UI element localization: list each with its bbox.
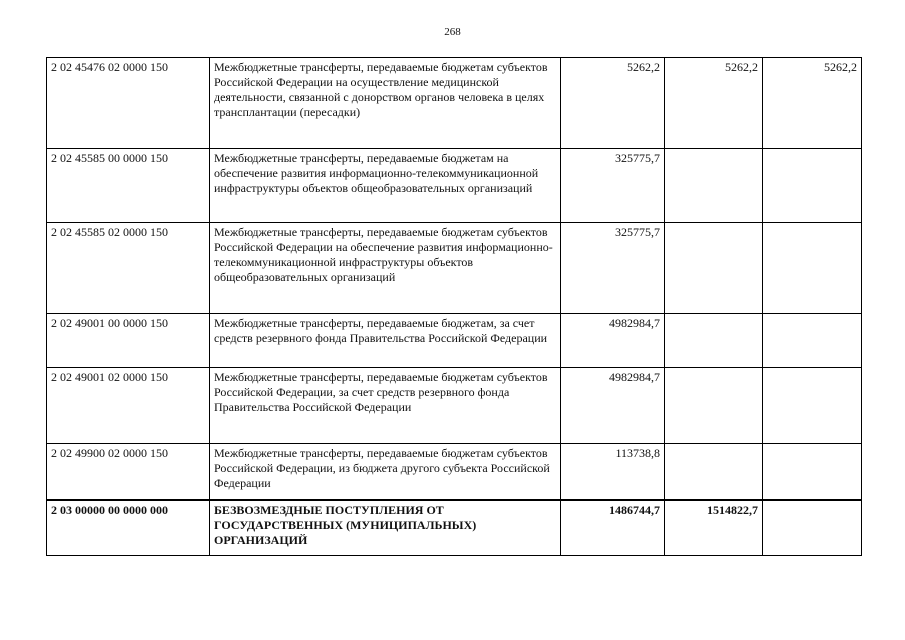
row-description: Межбюджетные трансферты, передаваемые бюджетам, за счет средств резервного фонда Правительства Российской Федерации — [210, 314, 561, 368]
value-col-1: 4982984,7 — [561, 368, 665, 444]
budget-code: 2 02 45476 02 0000 150 — [47, 58, 210, 149]
value-col-1: 4982984,7 — [561, 314, 665, 368]
value-col-1: 1486744,7 — [561, 500, 665, 556]
value-col-2: 5262,2 — [665, 58, 763, 149]
value-col-3 — [763, 368, 862, 444]
table-row — [47, 314, 862, 368]
value-col-3 — [763, 500, 862, 556]
value-col-2 — [665, 314, 763, 368]
table-row — [47, 223, 862, 314]
table-row-total — [47, 500, 862, 556]
budget-code: 2 02 45585 02 0000 150 — [47, 223, 210, 314]
table-row — [47, 368, 862, 444]
budget-table — [46, 57, 862, 556]
budget-code: 2 03 00000 00 0000 000 — [47, 500, 210, 556]
value-col-3: 5262,2 — [763, 58, 862, 149]
row-description: Межбюджетные трансферты, передаваемые бюджетам на обеспечение развития информационно-телекоммуникационной инфраструктуры объектов общеобразовательных организаций — [210, 149, 561, 223]
value-col-1: 113738,8 — [561, 444, 665, 500]
table-row — [47, 444, 862, 500]
table-row — [47, 149, 862, 223]
page-number: 268 — [444, 26, 461, 38]
table-row — [47, 58, 862, 149]
budget-code: 2 02 45585 00 0000 150 — [47, 149, 210, 223]
budget-code: 2 02 49001 02 0000 150 — [47, 368, 210, 444]
row-description: Межбюджетные трансферты, передаваемые бюджетам субъектов Российской Федерации на осуществление медицинской деятельности, связанной с донорством органов человека в целях трансплантации (пересадки) — [210, 58, 561, 149]
row-description: Межбюджетные трансферты, передаваемые бюджетам субъектов Российской Федерации, за счет средств резервного фонда Правительства Российской Федерации — [210, 368, 561, 444]
value-col-1: 325775,7 — [561, 149, 665, 223]
value-col-3 — [763, 223, 862, 314]
value-col-3 — [763, 149, 862, 223]
value-col-2 — [665, 223, 763, 314]
value-col-2 — [665, 149, 763, 223]
budget-code: 2 02 49900 02 0000 150 — [47, 444, 210, 500]
value-col-1: 325775,7 — [561, 223, 665, 314]
value-col-3 — [763, 444, 862, 500]
value-col-3 — [763, 314, 862, 368]
row-description: БЕЗВОЗМЕЗДНЫЕ ПОСТУПЛЕНИЯ ОТ ГОСУДАРСТВЕННЫХ (МУНИЦИПАЛЬНЫХ) ОРГАНИЗАЦИЙ — [210, 500, 561, 556]
value-col-1: 5262,2 — [561, 58, 665, 149]
value-col-2 — [665, 444, 763, 500]
row-description: Межбюджетные трансферты, передаваемые бюджетам субъектов Российской Федерации, из бюджета другого субъекта Российской Федерации — [210, 444, 561, 500]
budget-code: 2 02 49001 00 0000 150 — [47, 314, 210, 368]
row-description: Межбюджетные трансферты, передаваемые бюджетам субъектов Российской Федерации на обеспечение развития информационно-телекоммуникационной инфраструктуры объектов общеобразовательных организаций — [210, 223, 561, 314]
value-col-2 — [665, 368, 763, 444]
value-col-2: 1514822,7 — [665, 500, 763, 556]
